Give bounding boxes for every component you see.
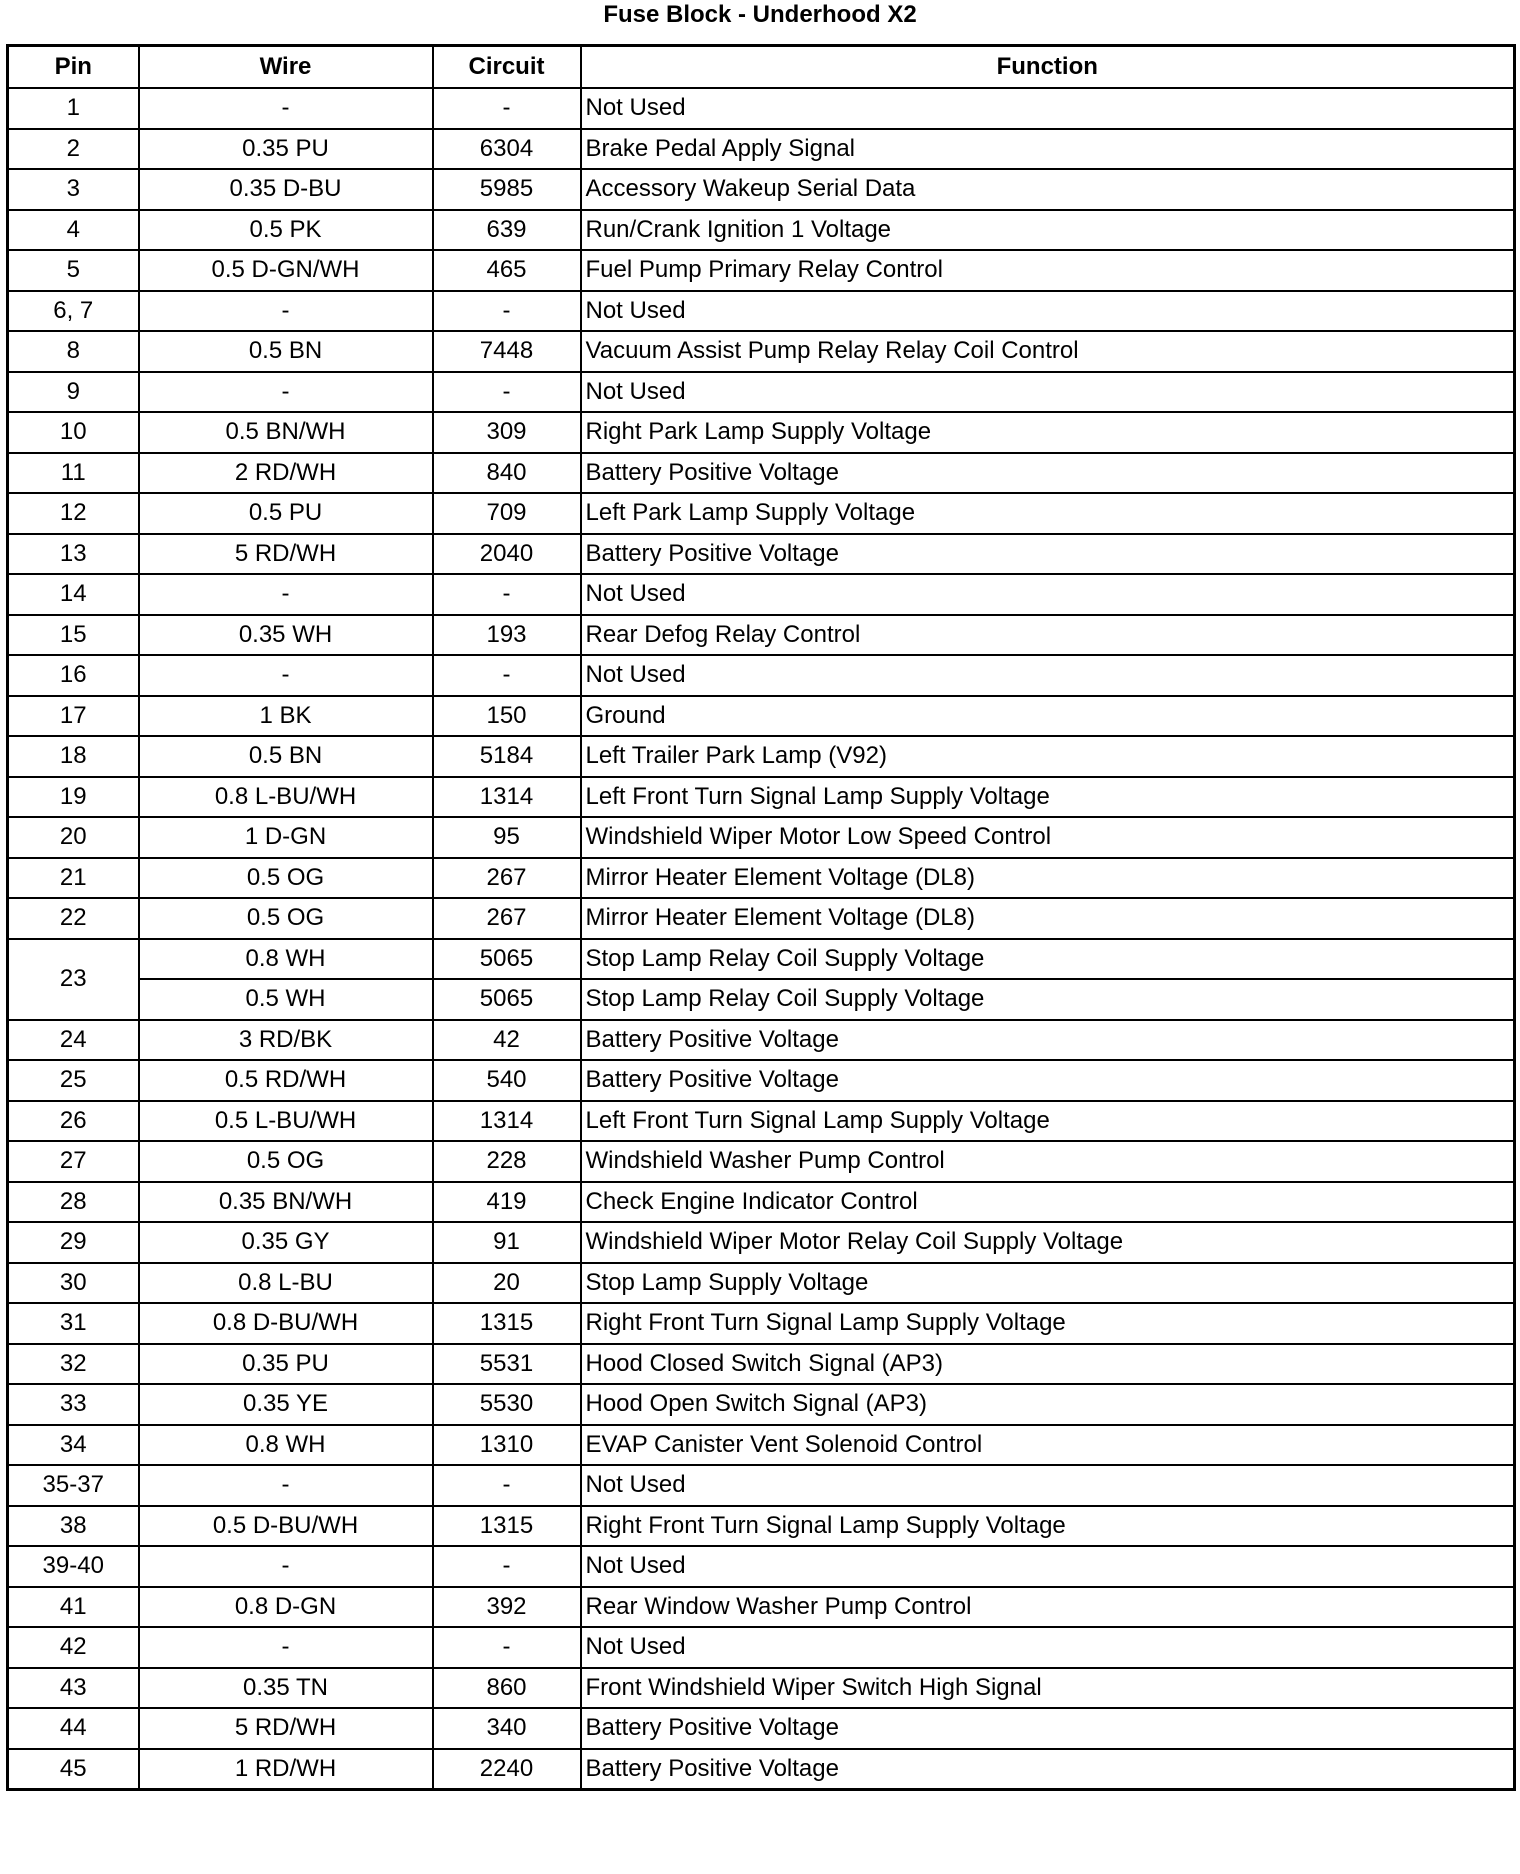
cell-wire: 0.35 TN	[139, 1668, 433, 1709]
cell-circuit: 91	[433, 1222, 581, 1263]
cell-wire: 5 RD/WH	[139, 534, 433, 575]
table-row	[8, 817, 1515, 858]
table-row	[8, 1465, 1515, 1506]
cell-pin: 32	[8, 1344, 139, 1385]
cell-circuit: 193	[433, 615, 581, 656]
cell-pin: 35-37	[8, 1465, 139, 1506]
cell-function: Not Used	[581, 1546, 1515, 1587]
table-row	[8, 331, 1515, 372]
table-row	[8, 1344, 1515, 1385]
table-row	[8, 1263, 1515, 1304]
cell-function: Right Front Turn Signal Lamp Supply Voltage	[581, 1303, 1515, 1344]
cell-pin: 17	[8, 696, 139, 737]
table-row	[8, 129, 1515, 170]
cell-wire: -	[139, 1546, 433, 1587]
cell-pin: 22	[8, 898, 139, 939]
cell-function: Mirror Heater Element Voltage (DL8)	[581, 858, 1515, 899]
table-body	[8, 88, 1515, 1790]
cell-circuit: 95	[433, 817, 581, 858]
cell-circuit: 20	[433, 1263, 581, 1304]
cell-pin: 42	[8, 1627, 139, 1668]
cell-pin: 12	[8, 493, 139, 534]
cell-wire: 0.8 D-BU/WH	[139, 1303, 433, 1344]
cell-circuit: -	[433, 1465, 581, 1506]
cell-circuit: 1314	[433, 777, 581, 818]
table-row	[8, 655, 1515, 696]
cell-wire: 0.35 GY	[139, 1222, 433, 1263]
cell-function: Stop Lamp Relay Coil Supply Voltage	[581, 979, 1515, 1020]
table-row	[8, 979, 1515, 1020]
table-row	[8, 372, 1515, 413]
cell-circuit: 1310	[433, 1425, 581, 1466]
cell-wire: 0.8 L-BU	[139, 1263, 433, 1304]
table-row	[8, 453, 1515, 494]
cell-pin: 30	[8, 1263, 139, 1304]
cell-wire: 0.5 D-BU/WH	[139, 1506, 433, 1547]
table-row	[8, 1546, 1515, 1587]
cell-function: Windshield Wiper Motor Relay Coil Supply Voltage	[581, 1222, 1515, 1263]
cell-function: Brake Pedal Apply Signal	[581, 129, 1515, 170]
cell-wire: -	[139, 372, 433, 413]
cell-wire: 0.35 YE	[139, 1384, 433, 1425]
cell-circuit: 709	[433, 493, 581, 534]
cell-function: Check Engine Indicator Control	[581, 1182, 1515, 1223]
cell-function: Left Trailer Park Lamp (V92)	[581, 736, 1515, 777]
cell-pin: 5	[8, 250, 139, 291]
cell-circuit: 860	[433, 1668, 581, 1709]
cell-pin: 6, 7	[8, 291, 139, 332]
cell-pin: 11	[8, 453, 139, 494]
cell-circuit: 5531	[433, 1344, 581, 1385]
cell-wire: -	[139, 88, 433, 129]
cell-function: Not Used	[581, 291, 1515, 332]
cell-circuit: 340	[433, 1708, 581, 1749]
table-row	[8, 777, 1515, 818]
cell-function: Rear Window Washer Pump Control	[581, 1587, 1515, 1628]
cell-wire: 0.8 L-BU/WH	[139, 777, 433, 818]
page-title: Fuse Block - Underhood X2	[603, 1, 917, 28]
table-row	[8, 898, 1515, 939]
cell-pin: 33	[8, 1384, 139, 1425]
table-header-row	[8, 46, 1515, 89]
cell-wire: 0.5 WH	[139, 979, 433, 1020]
table-row	[8, 696, 1515, 737]
table-row	[8, 939, 1515, 980]
cell-circuit: 840	[433, 453, 581, 494]
cell-function: Not Used	[581, 1465, 1515, 1506]
cell-circuit: 42	[433, 1020, 581, 1061]
pinout-table	[6, 44, 1516, 1791]
cell-wire: 0.5 BN	[139, 331, 433, 372]
table-row	[8, 291, 1515, 332]
table-row	[8, 1303, 1515, 1344]
cell-circuit: -	[433, 574, 581, 615]
cell-wire: 0.5 RD/WH	[139, 1060, 433, 1101]
cell-wire: 0.5 OG	[139, 858, 433, 899]
table-row	[8, 858, 1515, 899]
table-row	[8, 574, 1515, 615]
cell-pin: 39-40	[8, 1546, 139, 1587]
cell-circuit: 2040	[433, 534, 581, 575]
header-pin: Pin	[8, 46, 139, 89]
table-row	[8, 1222, 1515, 1263]
header-circuit: Circuit	[433, 46, 581, 89]
cell-wire: 0.8 WH	[139, 939, 433, 980]
table-row	[8, 1425, 1515, 1466]
cell-pin: 10	[8, 412, 139, 453]
cell-wire: 0.5 PU	[139, 493, 433, 534]
cell-pin: 19	[8, 777, 139, 818]
cell-circuit: 1314	[433, 1101, 581, 1142]
cell-function: Vacuum Assist Pump Relay Relay Coil Control	[581, 331, 1515, 372]
cell-wire: -	[139, 291, 433, 332]
cell-function: Ground	[581, 696, 1515, 737]
table-row	[8, 1101, 1515, 1142]
table-row	[8, 736, 1515, 777]
cell-circuit: 5065	[433, 979, 581, 1020]
cell-wire: 0.35 D-BU	[139, 169, 433, 210]
cell-pin: 18	[8, 736, 139, 777]
cell-circuit: 7448	[433, 331, 581, 372]
cell-function: Battery Positive Voltage	[581, 1020, 1515, 1061]
cell-circuit: 267	[433, 858, 581, 899]
cell-function: Right Park Lamp Supply Voltage	[581, 412, 1515, 453]
cell-pin: 15	[8, 615, 139, 656]
cell-pin: 9	[8, 372, 139, 413]
cell-wire: 0.5 OG	[139, 898, 433, 939]
cell-circuit: 5065	[433, 939, 581, 980]
table-row	[8, 1627, 1515, 1668]
cell-wire: 0.5 OG	[139, 1141, 433, 1182]
table-row	[8, 1020, 1515, 1061]
cell-pin: 23	[8, 939, 139, 1020]
cell-circuit: 228	[433, 1141, 581, 1182]
cell-wire: 1 BK	[139, 696, 433, 737]
table-row	[8, 615, 1515, 656]
cell-pin: 2	[8, 129, 139, 170]
cell-pin: 8	[8, 331, 139, 372]
cell-pin: 3	[8, 169, 139, 210]
cell-circuit: -	[433, 1546, 581, 1587]
cell-circuit: 2240	[433, 1749, 581, 1790]
table-row	[8, 534, 1515, 575]
cell-function: Left Front Turn Signal Lamp Supply Voltage	[581, 1101, 1515, 1142]
cell-circuit: 150	[433, 696, 581, 737]
cell-wire: -	[139, 1627, 433, 1668]
cell-pin: 1	[8, 88, 139, 129]
cell-pin: 44	[8, 1708, 139, 1749]
cell-wire: -	[139, 574, 433, 615]
cell-function: Battery Positive Voltage	[581, 1060, 1515, 1101]
cell-circuit: -	[433, 88, 581, 129]
cell-circuit: -	[433, 372, 581, 413]
cell-circuit: 1315	[433, 1506, 581, 1547]
cell-function: Hood Closed Switch Signal (AP3)	[581, 1344, 1515, 1385]
cell-pin: 21	[8, 858, 139, 899]
cell-function: Battery Positive Voltage	[581, 1708, 1515, 1749]
cell-function: Stop Lamp Supply Voltage	[581, 1263, 1515, 1304]
table-row	[8, 493, 1515, 534]
cell-function: Battery Positive Voltage	[581, 534, 1515, 575]
cell-function: Stop Lamp Relay Coil Supply Voltage	[581, 939, 1515, 980]
cell-function: Battery Positive Voltage	[581, 1749, 1515, 1790]
cell-pin: 45	[8, 1749, 139, 1790]
cell-circuit: 6304	[433, 129, 581, 170]
cell-pin: 43	[8, 1668, 139, 1709]
cell-function: Fuel Pump Primary Relay Control	[581, 250, 1515, 291]
table-row	[8, 1182, 1515, 1223]
cell-wire: -	[139, 655, 433, 696]
cell-function: Windshield Washer Pump Control	[581, 1141, 1515, 1182]
cell-circuit: 465	[433, 250, 581, 291]
cell-circuit: 5530	[433, 1384, 581, 1425]
table-row	[8, 250, 1515, 291]
cell-function: Accessory Wakeup Serial Data	[581, 169, 1515, 210]
table-row	[8, 1749, 1515, 1790]
cell-function: Mirror Heater Element Voltage (DL8)	[581, 898, 1515, 939]
cell-circuit: 392	[433, 1587, 581, 1628]
table-row	[8, 169, 1515, 210]
cell-function: Not Used	[581, 88, 1515, 129]
table-row	[8, 1506, 1515, 1547]
cell-function: Windshield Wiper Motor Low Speed Control	[581, 817, 1515, 858]
cell-pin: 27	[8, 1141, 139, 1182]
cell-wire: 0.35 BN/WH	[139, 1182, 433, 1223]
cell-wire: 3 RD/BK	[139, 1020, 433, 1061]
cell-pin: 4	[8, 210, 139, 251]
cell-wire: 0.8 WH	[139, 1425, 433, 1466]
cell-circuit: 267	[433, 898, 581, 939]
cell-circuit: 5985	[433, 169, 581, 210]
table-row	[8, 1060, 1515, 1101]
cell-wire: 0.5 PK	[139, 210, 433, 251]
table-row	[8, 1384, 1515, 1425]
cell-wire: 0.5 L-BU/WH	[139, 1101, 433, 1142]
cell-function: Run/Crank Ignition 1 Voltage	[581, 210, 1515, 251]
cell-circuit: 309	[433, 412, 581, 453]
cell-circuit: 540	[433, 1060, 581, 1101]
cell-function: Not Used	[581, 574, 1515, 615]
cell-function: Not Used	[581, 1627, 1515, 1668]
table-row	[8, 412, 1515, 453]
cell-function: EVAP Canister Vent Solenoid Control	[581, 1425, 1515, 1466]
cell-function: Right Front Turn Signal Lamp Supply Voltage	[581, 1506, 1515, 1547]
cell-pin: 14	[8, 574, 139, 615]
cell-function: Left Park Lamp Supply Voltage	[581, 493, 1515, 534]
cell-wire: 2 RD/WH	[139, 453, 433, 494]
cell-wire: 5 RD/WH	[139, 1708, 433, 1749]
cell-pin: 25	[8, 1060, 139, 1101]
cell-pin: 29	[8, 1222, 139, 1263]
cell-wire: 0.35 PU	[139, 129, 433, 170]
cell-circuit: 1315	[433, 1303, 581, 1344]
cell-wire: 0.35 WH	[139, 615, 433, 656]
cell-wire: 0.5 BN/WH	[139, 412, 433, 453]
cell-function: Rear Defog Relay Control	[581, 615, 1515, 656]
cell-wire: 1 RD/WH	[139, 1749, 433, 1790]
cell-pin: 31	[8, 1303, 139, 1344]
cell-pin: 24	[8, 1020, 139, 1061]
cell-function: Left Front Turn Signal Lamp Supply Voltage	[581, 777, 1515, 818]
table-row	[8, 210, 1515, 251]
cell-wire: 0.35 PU	[139, 1344, 433, 1385]
cell-circuit: 419	[433, 1182, 581, 1223]
cell-wire: 0.8 D-GN	[139, 1587, 433, 1628]
cell-circuit: -	[433, 655, 581, 696]
table-row	[8, 1141, 1515, 1182]
cell-pin: 28	[8, 1182, 139, 1223]
header-wire: Wire	[139, 46, 433, 89]
cell-function: Hood Open Switch Signal (AP3)	[581, 1384, 1515, 1425]
cell-pin: 38	[8, 1506, 139, 1547]
table-row	[8, 88, 1515, 129]
cell-pin: 13	[8, 534, 139, 575]
table-row	[8, 1587, 1515, 1628]
cell-circuit: -	[433, 1627, 581, 1668]
cell-function: Not Used	[581, 372, 1515, 413]
cell-wire: 0.5 BN	[139, 736, 433, 777]
cell-circuit: 639	[433, 210, 581, 251]
cell-circuit: 5184	[433, 736, 581, 777]
cell-pin: 34	[8, 1425, 139, 1466]
header-function: Function	[581, 46, 1515, 89]
cell-function: Battery Positive Voltage	[581, 453, 1515, 494]
cell-function: Not Used	[581, 655, 1515, 696]
table-row	[8, 1668, 1515, 1709]
cell-function: Front Windshield Wiper Switch High Signal	[581, 1668, 1515, 1709]
table-row	[8, 1708, 1515, 1749]
cell-pin: 20	[8, 817, 139, 858]
cell-pin: 16	[8, 655, 139, 696]
cell-wire: -	[139, 1465, 433, 1506]
cell-pin: 26	[8, 1101, 139, 1142]
cell-wire: 0.5 D-GN/WH	[139, 250, 433, 291]
cell-circuit: -	[433, 291, 581, 332]
cell-wire: 1 D-GN	[139, 817, 433, 858]
cell-pin: 41	[8, 1587, 139, 1628]
